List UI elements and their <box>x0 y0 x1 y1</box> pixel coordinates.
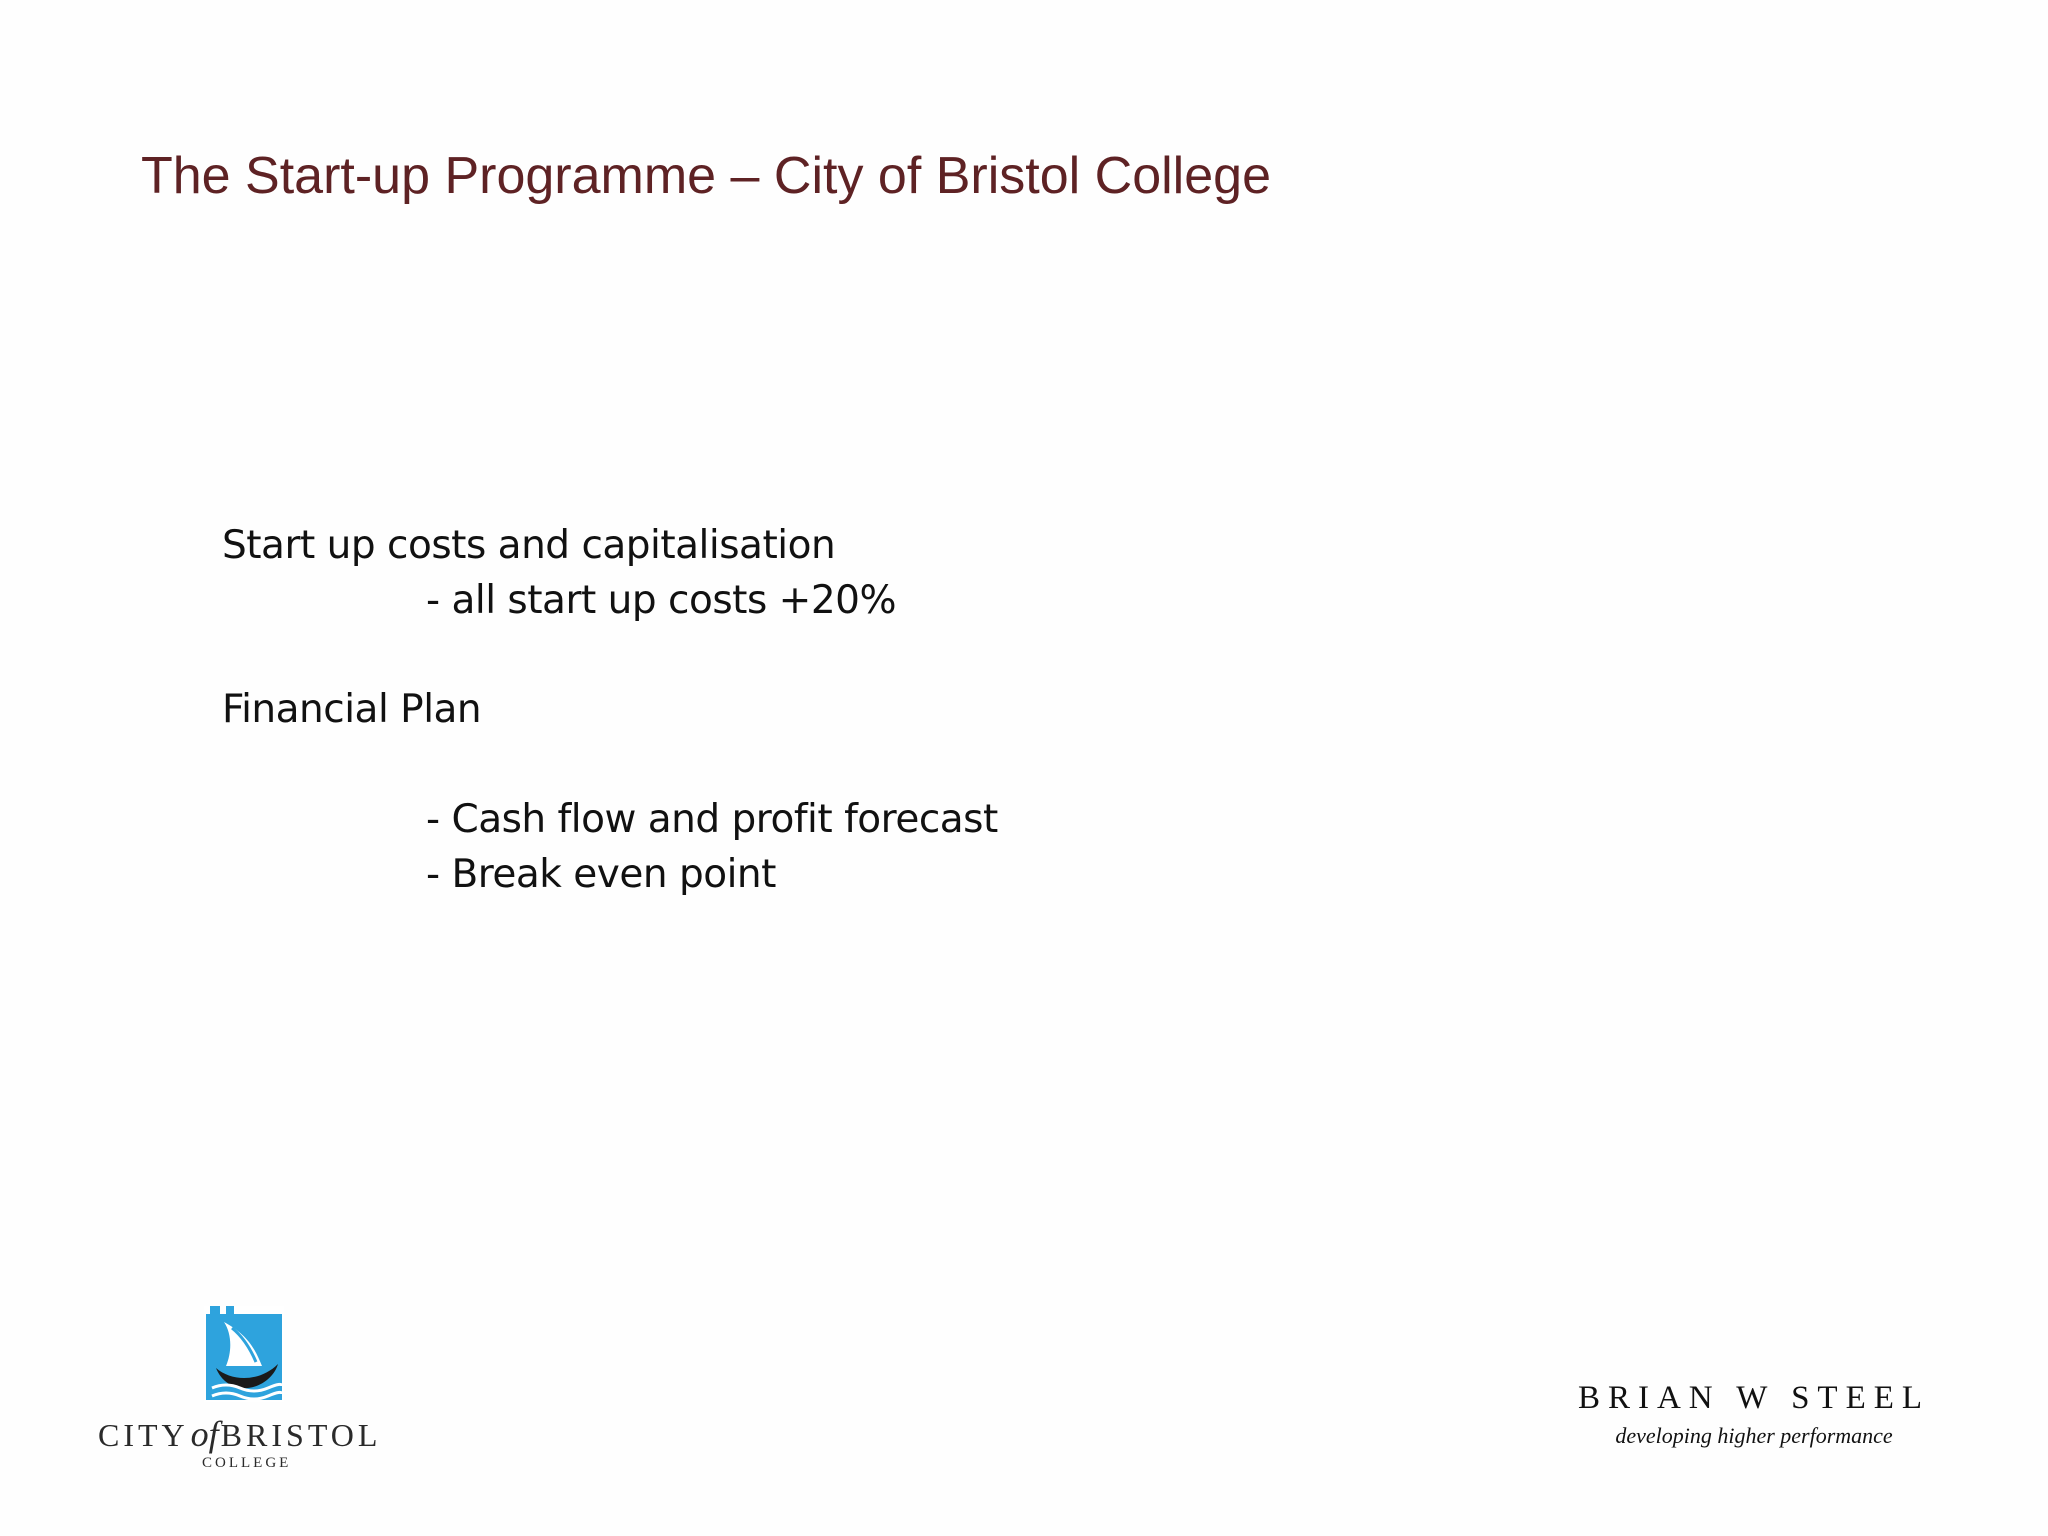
logo-city: CITY <box>98 1417 189 1453</box>
logo-bristol: BRISTOL <box>220 1417 382 1453</box>
brand-name: BRIAN W STEEL <box>1577 1380 1931 1416</box>
bullet-startup-costs: Start up costs and capitalisation <box>222 523 836 568</box>
logo-wordmark <box>98 1416 381 1452</box>
slide-title: The Start-up Programme – City of Bristol College <box>141 147 1271 205</box>
brand-tagline: developing higher performance <box>1615 1423 1893 1448</box>
logo-of: of <box>190 1414 219 1454</box>
bullet-financial-plan: Financial Plan <box>222 687 482 732</box>
logo-college: COLLEGE <box>202 1455 292 1471</box>
city-of-bristol-college-logo <box>92 1298 404 1476</box>
ship-emblem-icon <box>202 1304 286 1404</box>
sub-bullet-startup-costs-20: - all start up costs +20% <box>426 578 897 623</box>
brian-w-steel-brand <box>1572 1382 1936 1447</box>
sub-bullet-break-even: - Break even point <box>426 852 776 897</box>
sub-bullet-cash-flow: - Cash flow and profit forecast <box>426 797 998 842</box>
